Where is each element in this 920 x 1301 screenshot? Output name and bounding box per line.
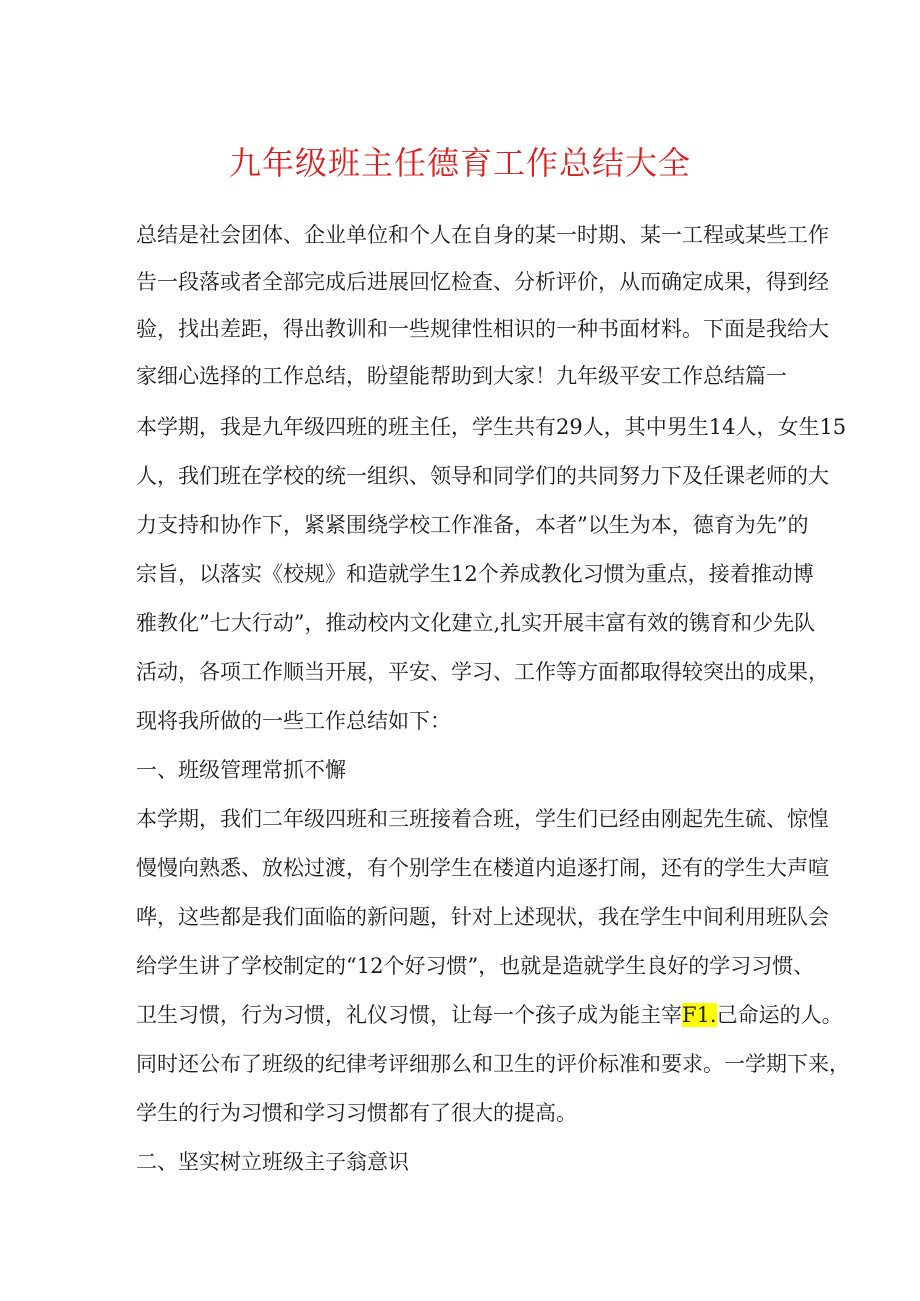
paragraph-line: 哗，这些都是我们面临的新问题，针对上述现状，我在学生中间利用班队会 [136,905,829,929]
paragraph-line: 同时还公布了班级的纪律考评细那么和卫生的评价标准和要求。一学期下来， [136,1052,850,1076]
paragraph-line: 本学期，我们二年级四班和三班接着合班，学生们已经由刚起先生硫、惊惶 [136,807,829,831]
paragraph-line: 慢慢向熟悉、放松过渡，有个别学生在楼道内追逐打闹，还有的学生大声喧 [136,856,829,880]
paragraph-line: 雅教化”七大行动”，推动校内文化建立,扎实开展丰富有效的镌育和少先队 [136,611,816,635]
paragraph-line: 力支持和协作下，紧紧围绕学校工作准备，本者”以生为本，德育为先”的 [136,513,809,537]
highlighted-text: F1. [682,1003,717,1027]
line-text-after: 己命运的人。 [716,1003,843,1027]
section-heading: 一、班级管理常抓不懈 [136,758,346,782]
paragraph-line: 告一段落或者全部完成后进展回忆检查、分析评价，从而确定成果，得到经 [136,270,829,294]
document-title: 九年级班主任德育工作总结大全 [228,144,691,182]
paragraph-line: 家细心选择的工作总结，盼望能帮助到大家！九年级平安工作总结篇一 [136,364,787,388]
paragraph-line: 人，我们班在学校的统一组织、领导和同学们的共同努力下及任课老师的大 [136,464,829,488]
paragraph-line: 活动，各项工作顺当开展，平安、学习、工作等方面都取得较突出的成果， [136,660,829,684]
paragraph-line: 本学期，我是九年级四班的班主任，学生共有29人，其中男生14人，女生15 [136,415,847,439]
paragraph-line [136,1000,843,1030]
paragraph-line: 给学生讲了学校制定的“12个好习惯”，也就是造就学生良好的学习习惯、 [136,954,815,978]
paragraph-line: 总结是社会团体、企业单位和个人在自身的某一时期、某一工程或某些工作 [136,223,829,247]
line-text-before: 卫生习惯，行为习惯，礼仪习惯，让每一个孩子成为能主宰 [136,1003,682,1027]
paragraph-line: 验，找出差距，得出教训和一些规律性相识的一种书面材料。下面是我给大 [136,317,829,341]
paragraph-line: 学生的行为习惯和学习习惯都有了很大的提高。 [136,1101,577,1125]
paragraph-line: 现将我所做的一些工作总结如下： [136,709,451,733]
paragraph-line: 宗旨，以落实《校规》和造就学生12个养成教化习惯为重点，接着推动博 [136,562,814,586]
section-heading: 二、坚实树立班级主子翁意识 [136,1150,409,1174]
